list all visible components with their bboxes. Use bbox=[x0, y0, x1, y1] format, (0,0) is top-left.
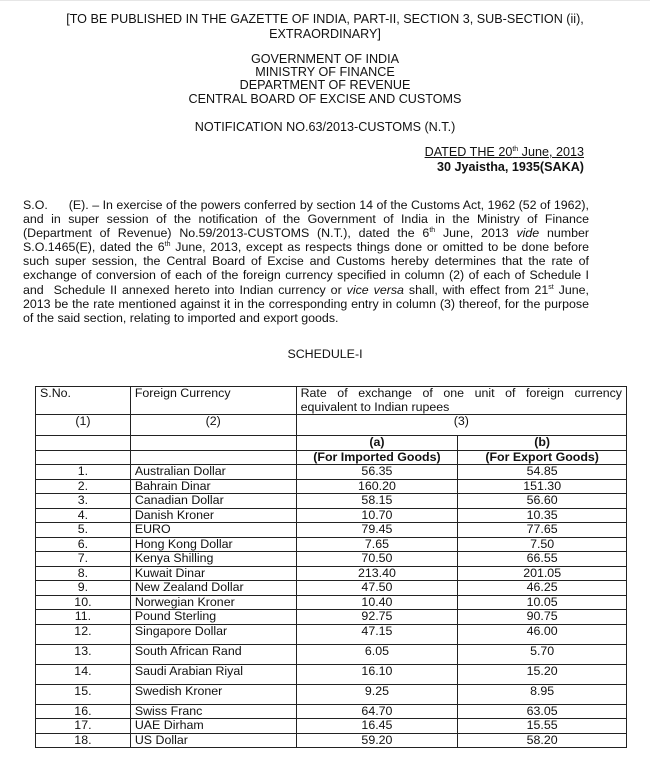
para-text-5: shall, with effect from 21 bbox=[403, 282, 549, 297]
notification-number: NOTIFICATION NO.63/2013-CUSTOMS (N.T.) bbox=[194, 120, 456, 134]
row-export-rate: 8.95 bbox=[458, 684, 627, 704]
row-currency: EURO bbox=[130, 523, 296, 538]
row-export-rate: 58.20 bbox=[458, 733, 627, 748]
row-export-rate: 10.35 bbox=[458, 508, 627, 523]
authority-ministry: MINISTRY OF FINANCE bbox=[255, 65, 395, 80]
empty-cell bbox=[130, 450, 296, 465]
column-number-1: (1) bbox=[36, 415, 131, 436]
row-imported-rate: 10.70 bbox=[296, 508, 458, 523]
dated-line bbox=[425, 145, 584, 160]
row-imported-rate: 6.05 bbox=[296, 644, 458, 664]
row-imported-rate: 16.10 bbox=[296, 664, 458, 684]
row-currency: New Zealand Dollar bbox=[130, 581, 296, 596]
exchange-rate-table bbox=[35, 386, 627, 748]
row-sno: 9. bbox=[36, 581, 131, 596]
authority-department: DEPARTMENT OF REVENUE bbox=[239, 78, 411, 93]
row-imported-rate: 47.15 bbox=[296, 624, 458, 644]
para-text-3: number S.O.1465(E), dated the 6 bbox=[23, 226, 589, 255]
row-sno: 6. bbox=[36, 537, 131, 552]
row-currency: UAE Dirham bbox=[130, 719, 296, 734]
dated-block bbox=[425, 145, 584, 175]
para-sup-3: st bbox=[548, 283, 554, 291]
row-sno: 12. bbox=[36, 624, 131, 644]
header-export-goods: (For Export Goods) bbox=[458, 450, 627, 465]
row-currency: Bahrain Dinar bbox=[130, 479, 296, 494]
row-currency: Singapore Dollar bbox=[130, 624, 296, 644]
header-rate: Rate of exchange of one unit of foreign currency equivalent to Indian rupees bbox=[296, 387, 626, 415]
issuing-authority bbox=[0, 53, 650, 106]
sub-column-b: (b) bbox=[458, 436, 627, 451]
row-currency: South African Rand bbox=[130, 644, 296, 664]
sub-column-label-row bbox=[36, 450, 627, 465]
para-text-1: S.O. (E). – In exercise of the powers conferred by section 14 of the Customs Act, 1962 (52 of 1962), and in super session of the notification of the Government of India in the Ministry of Finance (Department of Revenue) No.59/2013-CUSTOMS (N.T.), dated the 6 bbox=[23, 198, 589, 241]
row-sno: 4. bbox=[36, 508, 131, 523]
row-sno: 18. bbox=[36, 733, 131, 748]
column-number-3: (3) bbox=[296, 415, 626, 436]
row-export-rate: 151.30 bbox=[458, 479, 627, 494]
dated-suffix: June, 2013 bbox=[518, 145, 584, 159]
empty-cell bbox=[36, 436, 131, 451]
row-currency: Australian Dollar bbox=[130, 465, 296, 480]
row-export-rate: 15.55 bbox=[458, 719, 627, 734]
row-sno: 7. bbox=[36, 552, 131, 567]
row-export-rate: 46.00 bbox=[458, 624, 627, 644]
gazette-line-2: EXTRAORDINARY] bbox=[269, 27, 381, 41]
row-currency: Hong Kong Dollar bbox=[130, 537, 296, 552]
row-sno: 13. bbox=[36, 644, 131, 664]
sub-column-a: (a) bbox=[296, 436, 458, 451]
row-imported-rate: 58.15 bbox=[296, 494, 458, 509]
table-row bbox=[36, 566, 627, 581]
row-export-rate: 46.25 bbox=[458, 581, 627, 596]
row-imported-rate: 9.25 bbox=[296, 684, 458, 704]
row-currency: Swedish Kroner bbox=[130, 684, 296, 704]
row-currency: Kenya Shilling bbox=[130, 552, 296, 567]
row-export-rate: 10.05 bbox=[458, 595, 627, 610]
row-export-rate: 77.65 bbox=[458, 523, 627, 538]
table-header-row bbox=[36, 387, 627, 415]
para-sup-2: th bbox=[164, 241, 171, 249]
row-imported-rate: 16.45 bbox=[296, 719, 458, 734]
row-export-rate: 56.60 bbox=[458, 494, 627, 509]
row-imported-rate: 92.75 bbox=[296, 610, 458, 625]
authority-government: GOVERNMENT OF INDIA bbox=[250, 52, 400, 66]
table-row bbox=[36, 719, 627, 734]
row-sno: 1. bbox=[36, 465, 131, 480]
table-row bbox=[36, 537, 627, 552]
gazette-line-1: [TO BE PUBLISHED IN THE GAZETTE OF INDIA, PART-II, SECTION 3, SUB-SECTION (ii), bbox=[66, 12, 584, 26]
row-sno: 11. bbox=[36, 610, 131, 625]
row-export-rate: 201.05 bbox=[458, 566, 627, 581]
dated-prefix: DATED THE 20 bbox=[424, 145, 513, 159]
row-sno: 16. bbox=[36, 704, 131, 719]
row-sno: 15. bbox=[36, 684, 131, 704]
row-currency: Canadian Dollar bbox=[130, 494, 296, 509]
table-row bbox=[36, 595, 627, 610]
table-row bbox=[36, 523, 627, 538]
gazette-heading bbox=[30, 12, 620, 42]
para-text-4: June, 2013, except as respects things done or omitted to be done before such super session, the Central Board of Excise and Customs hereby determines that the rate of exchange of conversion of each of the foreign currency specified in column (2) of each of Schedule I and Schedule II annexed hereto into Indian currency or bbox=[23, 240, 589, 297]
table-row bbox=[36, 610, 627, 625]
table-row bbox=[36, 552, 627, 567]
row-imported-rate: 213.40 bbox=[296, 566, 458, 581]
table-row bbox=[36, 644, 627, 664]
row-sno: 14. bbox=[36, 664, 131, 684]
row-export-rate: 7.50 bbox=[458, 537, 627, 552]
row-export-rate: 66.55 bbox=[458, 552, 627, 567]
column-number-row bbox=[36, 415, 627, 436]
notification-body-paragraph bbox=[23, 198, 589, 325]
para-vice-versa: vice versa bbox=[346, 282, 404, 297]
table-row bbox=[36, 581, 627, 596]
row-currency: Pound Sterling bbox=[130, 610, 296, 625]
table-row bbox=[36, 733, 627, 748]
row-imported-rate: 59.20 bbox=[296, 733, 458, 748]
row-imported-rate: 47.50 bbox=[296, 581, 458, 596]
row-currency: Kuwait Dinar bbox=[130, 566, 296, 581]
table-row bbox=[36, 664, 627, 684]
header-imported-goods: (For Imported Goods) bbox=[296, 450, 458, 465]
row-currency: Swiss Franc bbox=[130, 704, 296, 719]
row-currency: Danish Kroner bbox=[130, 508, 296, 523]
row-imported-rate: 79.45 bbox=[296, 523, 458, 538]
row-imported-rate: 70.50 bbox=[296, 552, 458, 567]
row-currency: US Dollar bbox=[130, 733, 296, 748]
saka-date: 30 Jyaistha, 1935(SAKA) bbox=[437, 160, 584, 174]
table-row bbox=[36, 465, 627, 480]
para-sup-1: th bbox=[429, 227, 436, 235]
table-row bbox=[36, 684, 627, 704]
row-currency: Norwegian Kroner bbox=[130, 595, 296, 610]
row-imported-rate: 7.65 bbox=[296, 537, 458, 552]
row-currency: Saudi Arabian Riyal bbox=[130, 664, 296, 684]
table-row bbox=[36, 494, 627, 509]
empty-cell bbox=[36, 450, 131, 465]
header-sno: S.No. bbox=[36, 387, 131, 415]
row-export-rate: 54.85 bbox=[458, 465, 627, 480]
table-row bbox=[36, 704, 627, 719]
para-text-2: June, 2013 bbox=[435, 226, 517, 241]
authority-board: CENTRAL BOARD OF EXCISE AND CUSTOMS bbox=[188, 91, 462, 106]
row-sno: 2. bbox=[36, 479, 131, 494]
row-export-rate: 90.75 bbox=[458, 610, 627, 625]
table-row bbox=[36, 624, 627, 644]
para-text-6: June, 2013 be the rate mentioned against it in the corresponding entry in column (3) thereof, for the purpose of the said section, relating to imported and export goods. bbox=[23, 282, 589, 325]
header-currency: Foreign Currency bbox=[130, 387, 296, 415]
row-sno: 8. bbox=[36, 566, 131, 581]
row-imported-rate: 10.40 bbox=[296, 595, 458, 610]
row-sno: 5. bbox=[36, 523, 131, 538]
row-imported-rate: 56.35 bbox=[296, 465, 458, 480]
table-row bbox=[36, 508, 627, 523]
row-sno: 10. bbox=[36, 595, 131, 610]
schedule-title: SCHEDULE-I bbox=[287, 347, 363, 361]
row-sno: 3. bbox=[36, 494, 131, 509]
row-sno: 17. bbox=[36, 719, 131, 734]
dated-sup: th bbox=[512, 146, 519, 153]
row-export-rate: 5.70 bbox=[458, 644, 627, 664]
column-number-2: (2) bbox=[130, 415, 296, 436]
row-imported-rate: 64.70 bbox=[296, 704, 458, 719]
sub-column-letter-row bbox=[36, 436, 627, 451]
table-row bbox=[36, 479, 627, 494]
empty-cell bbox=[130, 436, 296, 451]
row-imported-rate: 160.20 bbox=[296, 479, 458, 494]
row-export-rate: 15.20 bbox=[458, 664, 627, 684]
para-vide: vide bbox=[516, 226, 540, 241]
row-export-rate: 63.05 bbox=[458, 704, 627, 719]
